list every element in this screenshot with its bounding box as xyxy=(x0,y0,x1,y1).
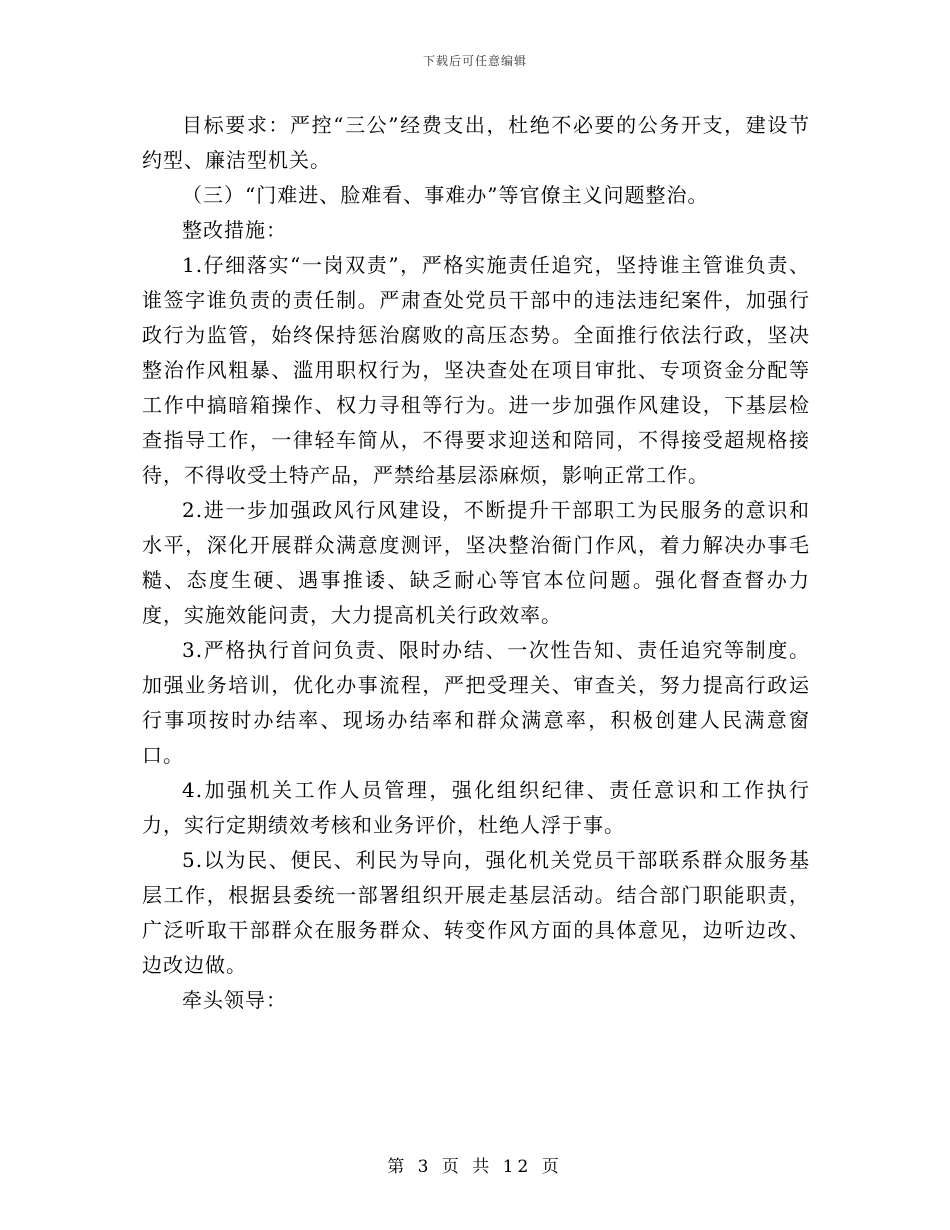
paragraph-section-heading: （三）“门难进、脸难看、事难办”等官僚主义问题整治。 xyxy=(182,183,709,207)
paragraph-measure-1: 1.仔细落实“一岗双责”，严格实施责任追究，坚持谁主管谁负责、谁签字谁负责的责任制。严肃查处党员干部中的违法违纪案件，加强行政行为监管，始终保持惩治腐败的高压态势。全面推行依法行政，坚决整治作风粗暴、滥用职权行为，坚决查处在项目审批、专项资金分配等工作中搞暗箱操作、权力寻租等行为。进一步加强作风建设，下基层检查指导工作，一律轻车简从，不得要求迎送和陪同，不得接受超规格接待，不得收受土特产品，严禁给基层添麻烦，影响正常工作。 xyxy=(142,253,810,487)
page-header: 下载后可任意编辑 xyxy=(422,54,527,68)
page-footer: 第 3 页 共 12 页 xyxy=(387,1157,563,1177)
document-body xyxy=(142,108,810,1018)
paragraph-measure-4: 4.加强机关工作人员管理，强化组织纪律、责任意识和工作执行力，实行定期绩效考核和业务评价，杜绝人浮于事。 xyxy=(142,778,810,837)
paragraph-measures-label: 整改措施： xyxy=(182,218,287,242)
paragraph-measure-5: 5.以为民、便民、利民为导向，强化机关党员干部联系群众服务基层工作，根据县委统一部署组织开展走基层活动。结合部门职能职责，广泛听取干部群众在服务群众、转变作风方面的具体意见，边听边改、边改边做。 xyxy=(142,848,810,977)
paragraph-measure-2: 2.进一步加强政风行风建设，不断提升干部职工为民服务的意识和水平，深化开展群众满意度测评，坚决整治衙门作风，着力解决办事毛糙、态度生硬、遇事推诿、缺乏耐心等官本位问题。强化督查督办力度，实施效能问责，大力提高机关行政效率。 xyxy=(142,498,810,627)
paragraph-measure-3: 3.严格执行首问负责、限时办结、一次性告知、责任追究等制度。加强业务培训，优化办事流程，严把受理关、审查关，努力提高行政运行事项按时办结率、现场办结率和群众满意率，积极创建人民满意窗口。 xyxy=(142,638,810,767)
paragraph-goal-requirements: 目标要求：严控“三公”经费支出，杜绝不必要的公务开支，建设节约型、廉洁型机关。 xyxy=(142,113,810,172)
paragraph-lead-label: 牵头领导： xyxy=(182,988,287,1012)
